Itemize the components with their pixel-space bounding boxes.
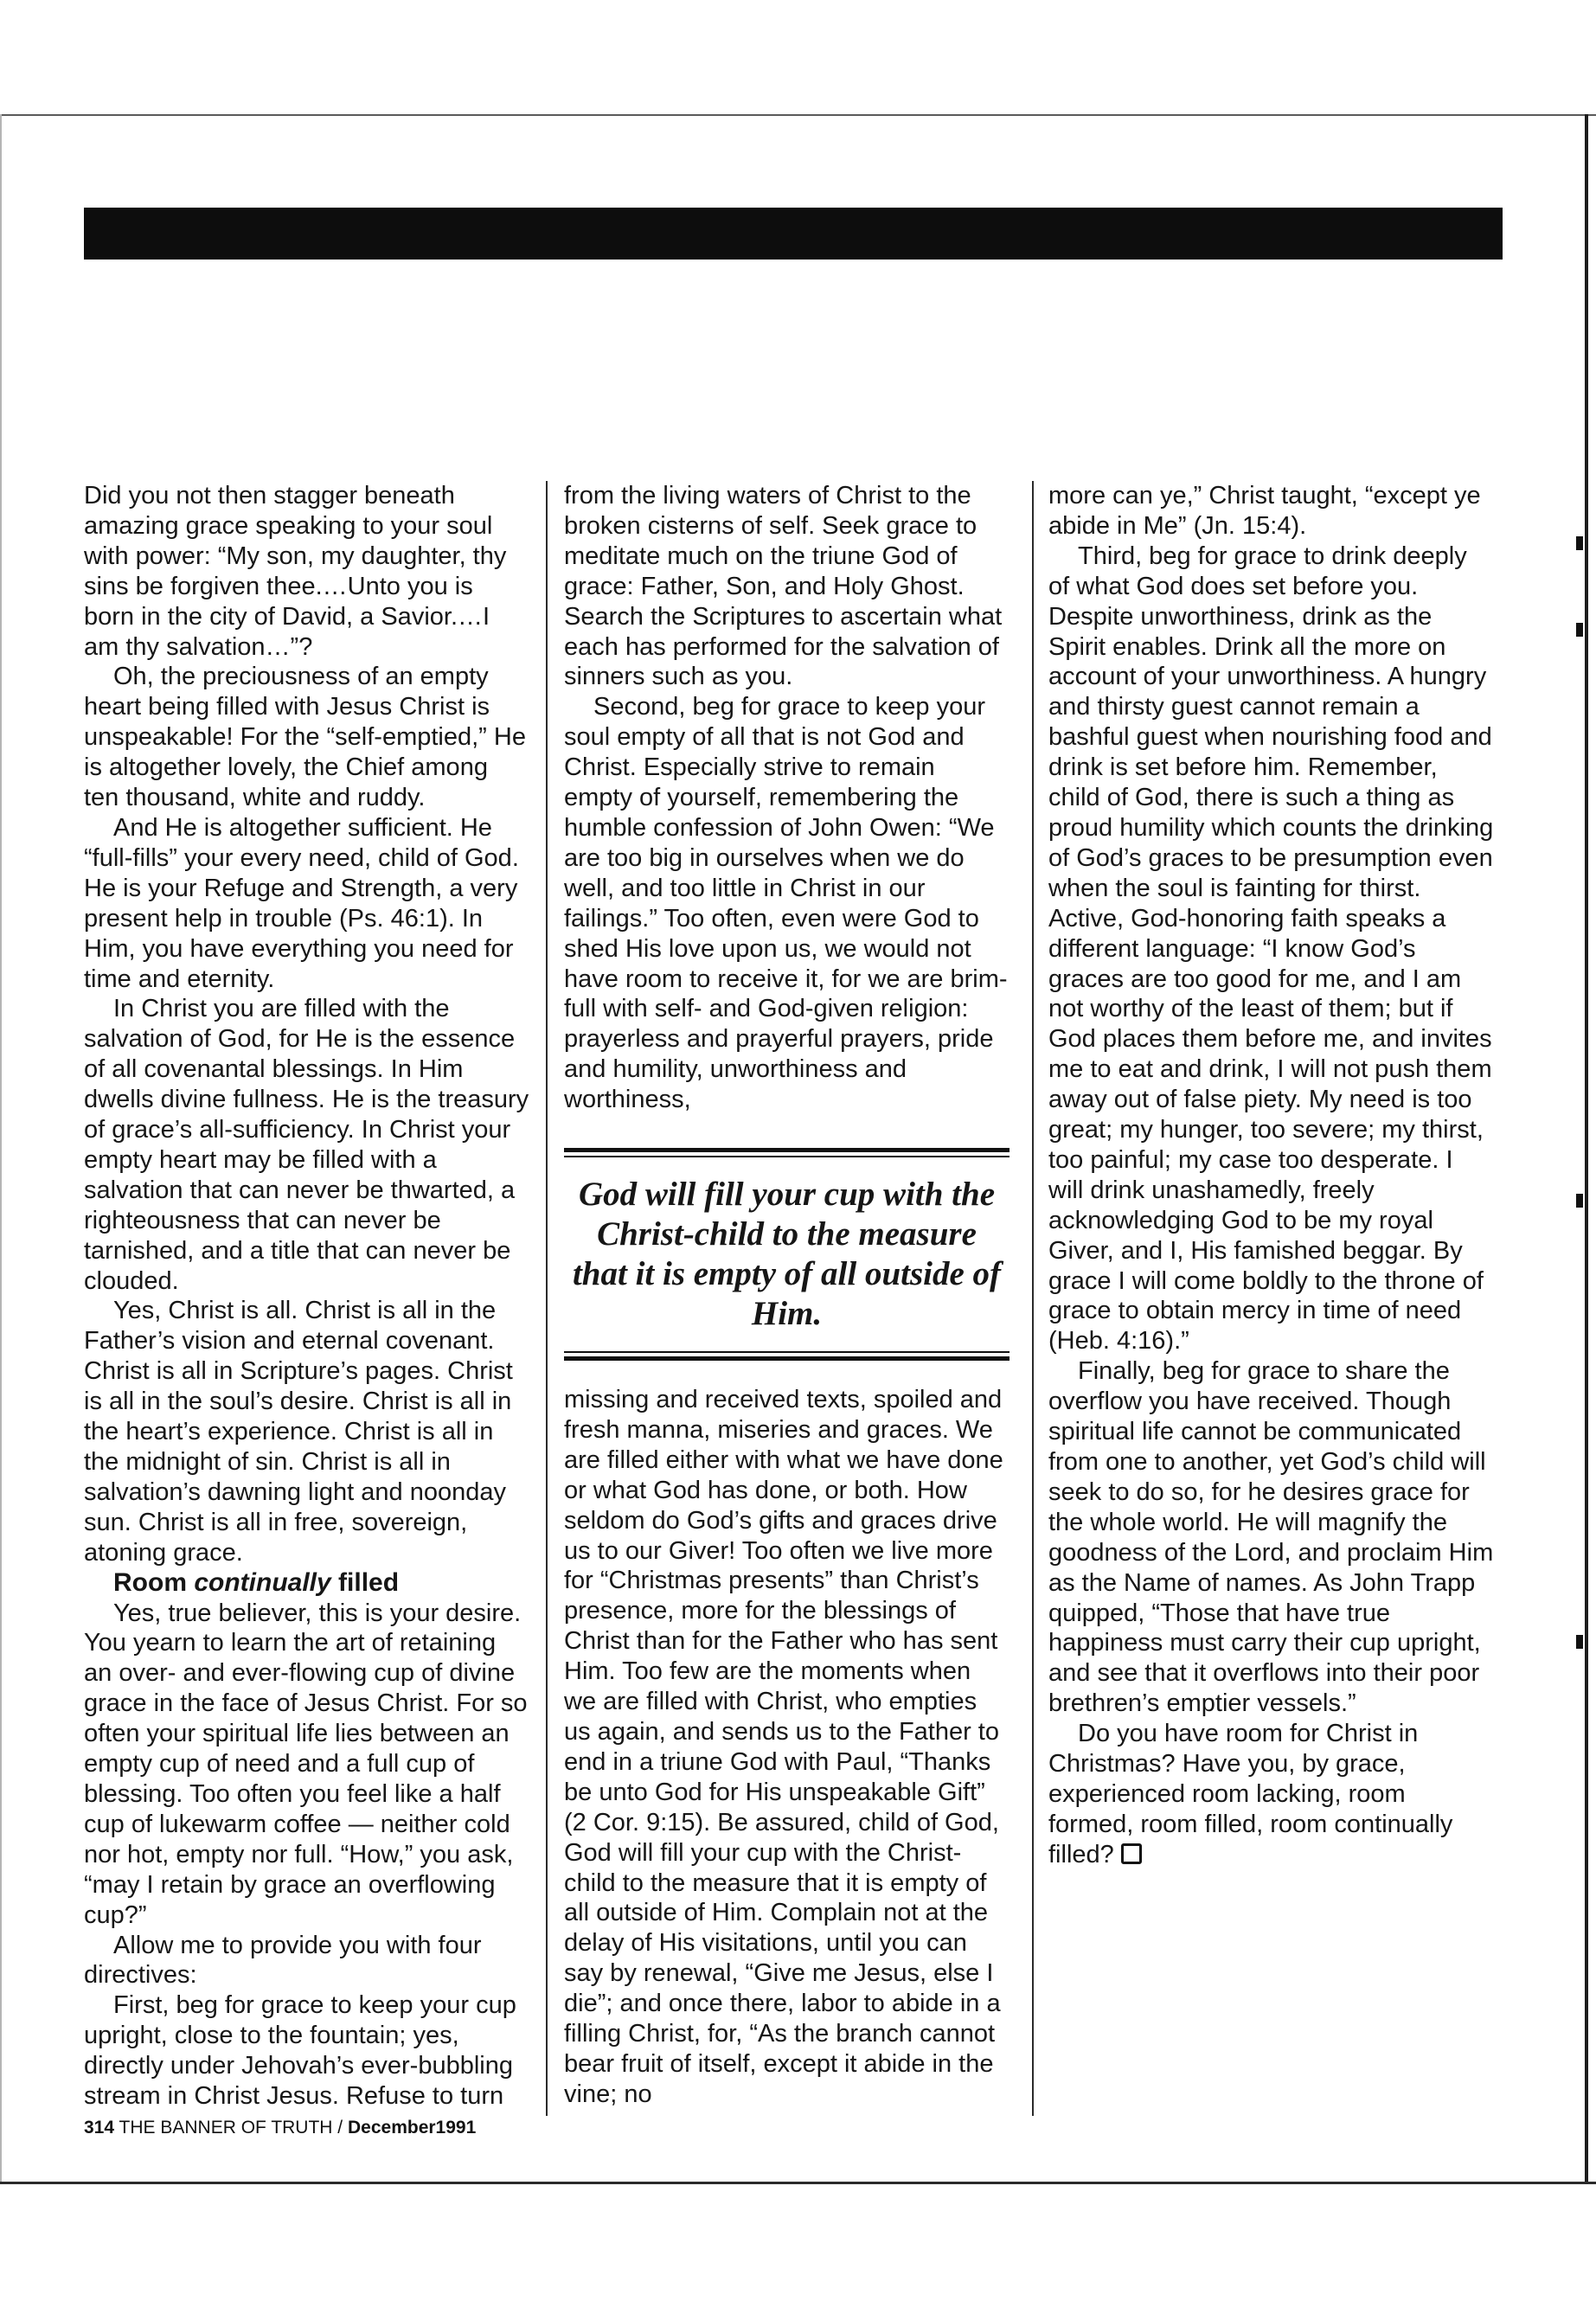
- paragraph: Yes, true believer, this is your desire. You yearn to learn the art of retaining an over- and ever-flowing cup of divine grace in the face of Jesus Christ. For so often your spiritual life lies between an empty cup of need and a full cup of blessing. Too often you feel like a half cup of lukewarm coffee — neither cold nor hot, empty nor full. “How,” you ask, “may I retain by grace an overflowing cup?”: [84, 1599, 528, 1929]
- paragraph: more can ye,” Christ taught, “except ye abide in Me” (Jn. 15:4).: [1048, 482, 1481, 540]
- margin-mark: [1576, 1194, 1583, 1208]
- paragraph: Allow me to provide you with four directives:: [84, 1931, 482, 1990]
- pull-quote-rule: [564, 1148, 1010, 1152]
- margin-mark: [1576, 1635, 1583, 1649]
- paragraph: Oh, the preciousness of an empty heart being filled with Jesus Christ is unspeakable! For the “self-emptied,” He is altogether lovely, the Chief among ten thousand, white and ruddy.: [84, 663, 526, 812]
- end-of-article-icon: [1121, 1843, 1142, 1864]
- page-footer: [84, 2118, 476, 2138]
- article-column-3: [1048, 481, 1494, 1870]
- margin-mark: [1576, 623, 1583, 637]
- page-edge-right: [1585, 114, 1588, 2183]
- paragraph: In Christ you are filled with the salvation of God, for He is the essence of all covenantal blessings. In Him dwells divine fullness. He is the treasury of grace’s all-sufficiency. In Christ your empty heart may be filled with a salvation that can never be thwarted, a righteousness that can never be tarnished, and a title that can never be clouded.: [84, 995, 529, 1295]
- pull-quote: [564, 1148, 1010, 1361]
- pull-quote-text: God will fill your cup with the Christ-child to the measure that it is empty of all outside of Him.: [572, 1176, 1002, 1333]
- paragraph: Did you not then stagger beneath amazing grace speaking to your soul with power: “My son, my daughter, thy sins be forgiven thee.…Unto you is born in the city of David, a Savior.…I am thy salvation…”?: [84, 482, 507, 661]
- paragraph: Second, beg for grace to keep your soul empty of all that is not God and Christ. Especially strive to remain empty of yourself, remembering the humble confession of John Owen: “We are too big in ourselves when we do well, and too little in Christ in our failings.” Too often, even were God to shed His love upon us, we would not have room to receive it, for we are brim-full with self- and God-given religion: prayerless and prayerful prayers, pride and humility, unworthiness and worthiness,: [564, 693, 1008, 1114]
- page-number: 314: [84, 2118, 115, 2138]
- page-edge-left: [0, 114, 2, 2183]
- paragraph: from the living waters of Christ to the broken cisterns of self. Seek grace to meditate much on the triune God of grace: Father, Son, and Holy Ghost. Search the Scriptures to ascertain what each has performed for the salvation of sinners such as you.: [564, 482, 1003, 691]
- paragraph: First, beg for grace to keep your cup upright, close to the fountain; yes, directly under Jehovah’s ever-bubbling stream in Christ Jesus. Refuse to turn: [84, 1991, 516, 2111]
- paragraph: Third, beg for grace to drink deeply of what God does set before you. Despite unworthiness, drink as the Spirit enables. Drink all the more on account of your unworthiness. A hungry and thirsty guest cannot remain a bashful guest when nourishing food and drink is set before him. Remember, child of God, there is such a thing as proud humility which counts the drinking of God’s graces to be presumption even when the soul is fainting for thirst. Active, God-honoring faith speaks a different language: “I know God’s graces are too good for me, and I am not worthy of the least of them; but if God places them before me, and invites me to eat and drink, I will not push them away out of false piety. My need is too great; my hunger, too severe; my thirst, too painful; my case too desperate. I will drink unashamedly, freely acknowledging God to be my royal Giver, and I, His famished beggar. By grace I will come boldly to the throne of grace to obtain mercy in time of need (Heb. 4:16).”: [1048, 542, 1494, 1356]
- paragraph: missing and received texts, spoiled and fresh manna, miseries and graces. We are filled either with what we have done or what God has done, or both. How seldom do God’s gifts and graces drive us to our Giver! Too often we live more for “Christmas presents” than Christ’s presence, more for the blessings of Christ than for the Father who has sent Him. Too few are the moments when we are filled with Christ, who empties us again, and sends us to the Father to end in a triune God with Paul, “Thanks be unto God for His unspeakable Gift” (2 Cor. 9:15). Be assured, child of God, God will fill your cup with the Christ-child to the measure that it is empty of all outside of Him. Complain not at the delay of His visitations, until you can say by renewal, “Give me Jesus, else I die”; and once there, labor to abide in a filling Christ, for, “As the branch cannot bear fruit of itself, except it abide in the vine; no: [564, 1386, 1003, 2108]
- paragraph: Finally, beg for grace to share the overflow you have received. Though spiritual life cannot be communicated from one to another, yet God’s child will seek to do so, for he desires grace for the whole world. He will magnify the goodness of the Lord, and proclaim Him as the Name of names. As John Trapp quipped, “Those that have true happiness must carry their cup upright, and see that it overflows into their poor brethren’s emptier vessels.”: [1048, 1357, 1494, 1718]
- pull-quote-rule: [564, 1351, 1010, 1353]
- header-bar: [84, 208, 1503, 260]
- page-edge-top: [0, 114, 1596, 116]
- publication-name: THE BANNER OF TRUTH /: [119, 2118, 343, 2138]
- margin-mark: [1576, 536, 1583, 550]
- column-rule: [1032, 481, 1034, 2116]
- heading-emphasis: continually: [194, 1567, 331, 1597]
- column-rule: [546, 481, 548, 2116]
- article-column-2: [564, 481, 1010, 2110]
- section-heading: [84, 1568, 529, 1599]
- closing-text: Do you have room for Christ in Christmas? Have you, by grace, experienced room lacking, room formed, room filled, room continually filled?: [1048, 1720, 1453, 1868]
- heading-word: Room: [113, 1567, 187, 1597]
- paragraph: And He is altogether sufficient. He “full-fills” your every need, child of God. He is your Refuge and Strength, a very present help in trouble (Ps. 46:1). In Him, you have everything you need for time and eternity.: [84, 813, 519, 993]
- heading-word: filled: [338, 1567, 400, 1597]
- pull-quote-rule: [564, 1356, 1010, 1361]
- issue-date: December1991: [347, 2118, 477, 2138]
- page-edge-bottom: [0, 2182, 1596, 2184]
- paragraph: [1048, 1719, 1494, 1870]
- article-column-1: [84, 481, 529, 2112]
- paragraph: Yes, Christ is all. Christ is all in the Father’s vision and eternal covenant. Christ is all in Scripture’s pages. Christ is all in the soul’s desire. Christ is all in the heart’s experience. Christ is all in the midnight of sin. Christ is all in salvation’s dawning light and noonday sun. Christ is all in free, sovereign, atoning grace.: [84, 1297, 513, 1567]
